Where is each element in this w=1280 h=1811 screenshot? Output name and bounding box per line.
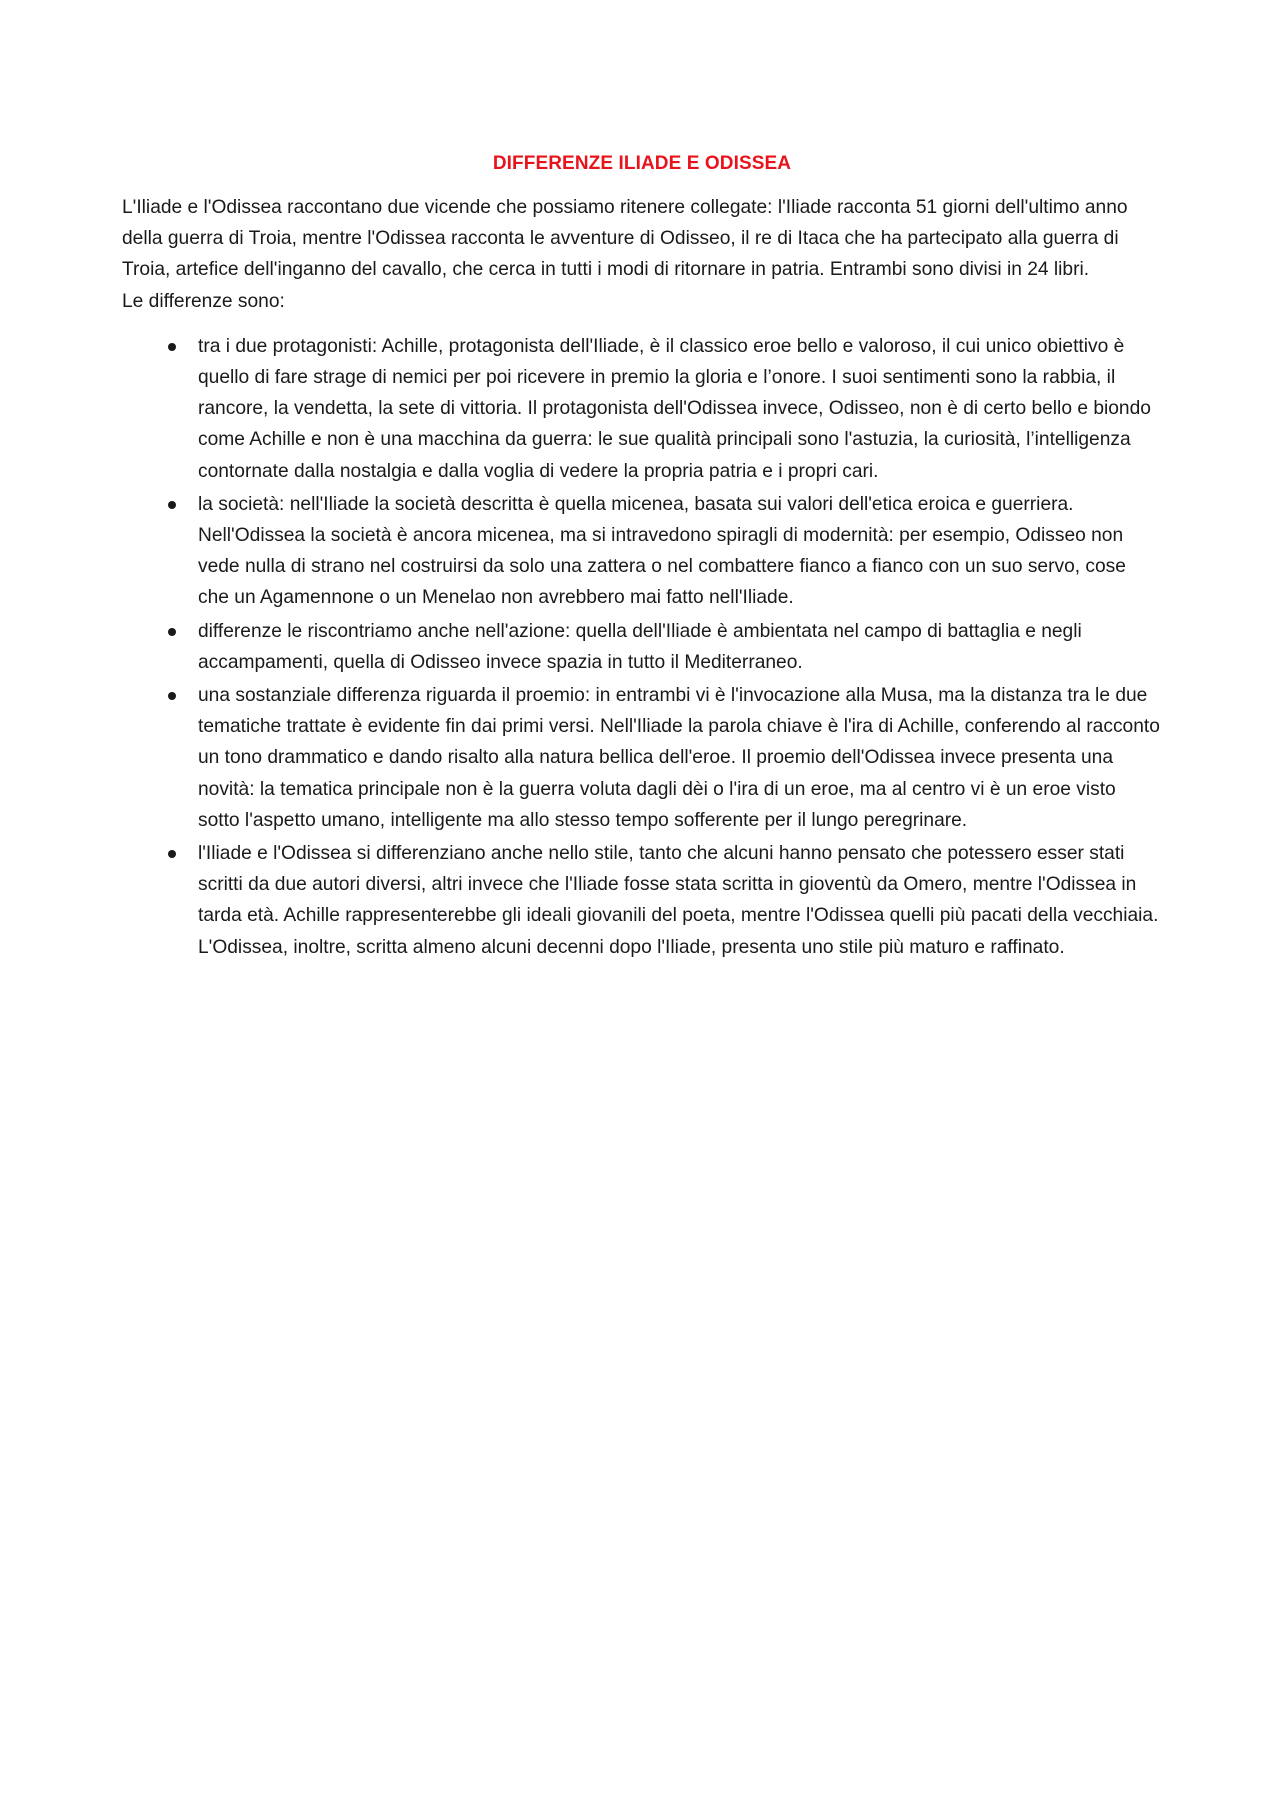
document-title: DIFFERENZE ILIADE E ODISSEA <box>492 153 792 174</box>
bullet-icon <box>168 501 176 509</box>
bullet-icon <box>168 628 176 636</box>
list-item-text: l'Iliade e l'Odissea si differenziano anche nello stile, tanto che alcuni hanno pensato che potessero esser stati scritti da due autori diversi, altri invece che l'Iliade fosse stata scritta in gioventù da Omero, mentre l'Odissea in tarda età. Achille rappresenterebbe gli ideali giovanili del poeta, mentre l'Odissea quelli più pacati della vecchiaia. L'Odissea, inoltre, scritta almeno alcuni decenni dopo l'Iliade, presenta uno stile più maturo e raffinato. <box>198 843 1159 958</box>
list-item <box>122 838 1162 963</box>
list-item <box>122 616 1162 678</box>
differences-heading: Le differenze sono: <box>122 290 285 312</box>
list-item-text: tra i due protagonisti: Achille, protagonista dell'Iliade, è il classico eroe bello e valoroso, il cui unico obiettivo è quello di fare strage di nemici per poi ricevere in premio la gloria e l’onore. I suoi sentimenti sono la rabbia, il rancore, la vendetta, la sete di vittoria. Il protagonista dell'Odissea invece, Odisseo, non è di certo bello e biondo come Achille e non è una macchina da guerra: le sue qualità principali sono l'astuzia, la curiosità, l’intelligenza contornate dalla nostalgia e dalla voglia di vedere la propria patria e i propri cari. <box>198 335 1151 482</box>
list-item <box>122 489 1162 614</box>
bullet-icon <box>168 692 176 700</box>
bullet-icon <box>168 343 176 351</box>
list-item-text: una sostanziale differenza riguarda il proemio: in entrambi vi è l'invocazione alla Musa, ma la distanza tra le due tematiche trattate è evidente fin dai primi versi. Nell'Iliade la parola chiave è l'ira di Achille, conferendo al racconto un tono drammatico e dando risalto alla natura bellica dell'eroe. Il proemio dell'Odissea invece presenta una novità: la tematica principale non è la guerra voluta dagli dèi o l'ira di un eroe, ma al centro vi è un eroe visto sotto l'aspetto umano, intelligente ma allo stesso tempo sofferente per il lungo peregrinare. <box>198 685 1160 831</box>
list-item <box>122 680 1162 836</box>
list-item <box>122 331 1162 487</box>
list-item-text: differenze le riscontriamo anche nell'azione: quella dell'Iliade è ambientata nel campo di battaglia e negli accampamenti, quella di Odisseo invece spazia in tutto il Mediterraneo. <box>198 620 1082 673</box>
intro-paragraph: L'Iliade e l'Odissea raccontano due vicende che possiamo ritenere collegate: l'Iliade racconta 51 giorni dell'ultimo anno della guerra di Troia, mentre l'Odissea racconta le avventure di Odisseo, il re di Itaca che ha partecipato alla guerra di Troia, artefice dell'inganno del cavallo, che cerca in tutti i modi di ritornare in patria. Entrambi sono divisi in 24 libri. <box>122 197 1128 281</box>
bullet-icon <box>168 850 176 858</box>
differences-list <box>122 331 1162 963</box>
document-body <box>122 148 1162 965</box>
list-item-text: la società: nell'Iliade la società descritta è quella micenea, basata sui valori dell'etica eroica e guerriera. Nell'Odissea la società è ancora micenea, ma si intravedono spiragli di modernità: per esempio, Odisseo non vede nulla di strano nel costruirsi da solo una zattera o nel combattere fianco a fianco con un suo servo, cose che un Agamennone o un Menelao non avrebbero mai fatto nell'Iliade. <box>198 493 1126 609</box>
